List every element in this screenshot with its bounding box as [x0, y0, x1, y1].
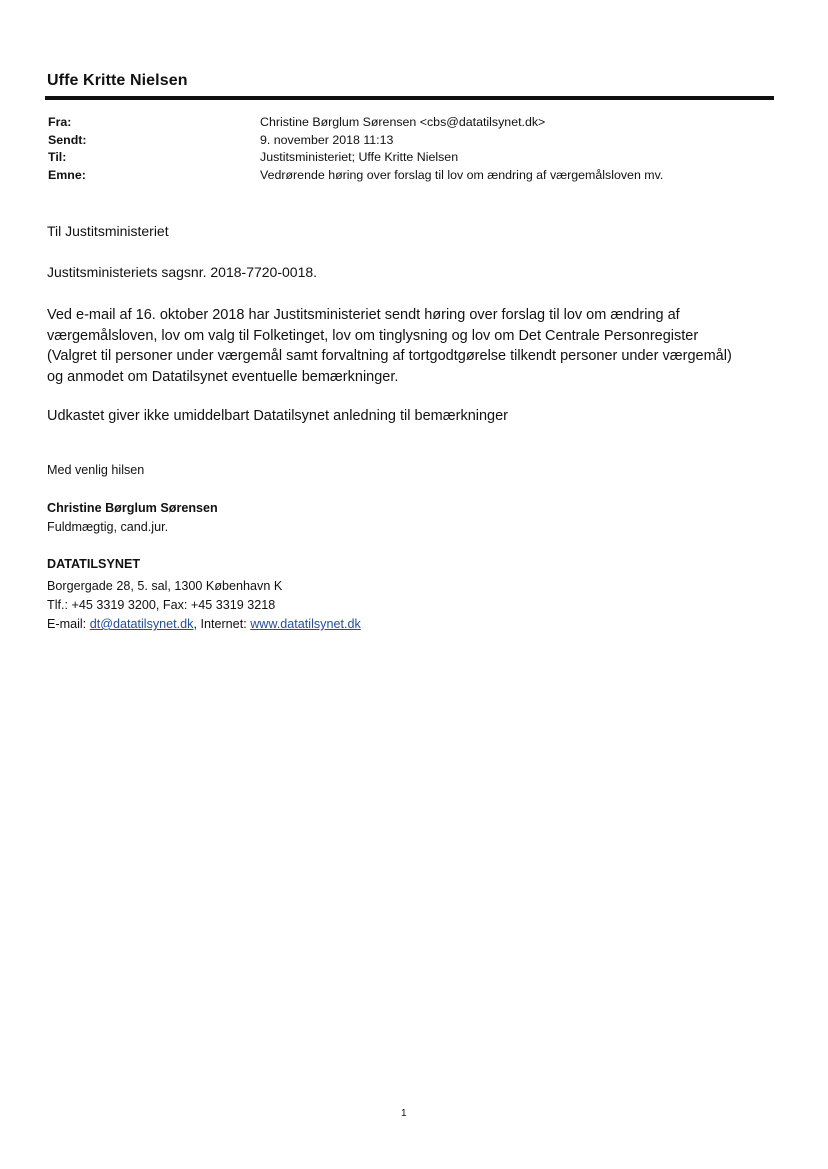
- meta-row-from: [48, 114, 768, 132]
- case-number-line: Justitsministeriets sagsnr. 2018-7720-0018.: [47, 264, 318, 280]
- document-header-name: Uffe Kritte Nielsen: [47, 72, 188, 89]
- header-divider: [45, 96, 774, 100]
- internet-link[interactable]: www.datatilsynet.dk: [250, 617, 361, 631]
- closing-line: Med venlig hilsen: [47, 463, 145, 477]
- meta-label-subject: Emne:: [48, 167, 86, 182]
- body-paragraph-1: Ved e-mail af 16. oktober 2018 har Justitsministeriet sendt høring over forslag til lov om ændring af værgemålsloven, lov om valg til Folketinget, lov om tinglysning og lov om Det Centrale Personregister (Valgret til personer under værgemål samt forvaltning af tortgodtgørelse tilkendt personer under værgemål) og anmodet om Datatilsynet eventuelle bemærkninger.: [47, 307, 732, 385]
- meta-label-sent: Sendt:: [48, 132, 87, 147]
- internet-prefix: , Internet:: [193, 617, 251, 631]
- meta-value-sent: 9. november 2018 11:13: [260, 132, 394, 147]
- meta-value-from: Christine Børglum Sørensen <cbs@datatilsynet.dk>: [260, 115, 546, 129]
- meta-value-to: Justitsministeriet; Uffe Kritte Nielsen: [260, 150, 459, 164]
- organization-email-internet: [47, 615, 361, 634]
- organization-phone-fax: Tlf.: +45 3319 3200, Fax: +45 3319 3218: [47, 598, 276, 612]
- email-header-block: [48, 114, 768, 184]
- organization-contact-block: [47, 577, 361, 634]
- meta-label-to: Til:: [48, 150, 67, 164]
- meta-row-to: [48, 149, 768, 167]
- body-paragraph-2: Udkastet giver ikke umiddelbart Datatilsynet anledning til bemærkninger: [47, 408, 509, 424]
- organization-name: DATATILSYNET: [47, 557, 141, 571]
- signature-title: Fuldmægtig, cand.jur.: [47, 520, 169, 534]
- page-number: 1: [401, 1108, 407, 1119]
- meta-label-from: Fra:: [48, 115, 72, 129]
- meta-row-sent: [48, 132, 768, 150]
- email-link[interactable]: dt@datatilsynet.dk: [89, 617, 194, 631]
- signature-name: Christine Børglum Sørensen: [47, 501, 218, 515]
- email-prefix: E-mail:: [47, 617, 90, 631]
- meta-row-subject: [48, 167, 768, 185]
- meta-value-subject: Vedrørende høring over forslag til lov om ændring af værgemålsloven mv.: [260, 167, 664, 182]
- organization-address: Borgergade 28, 5. sal, 1300 København K: [47, 579, 283, 593]
- greeting-line: Til Justitsministeriet: [47, 223, 169, 239]
